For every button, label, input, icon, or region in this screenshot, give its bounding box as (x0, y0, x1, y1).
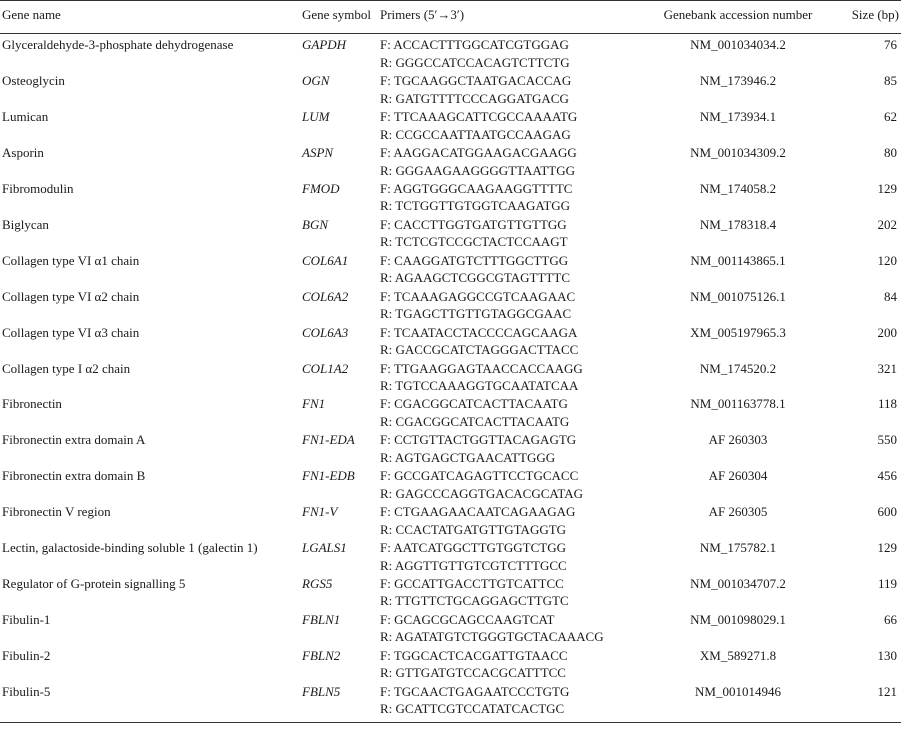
table-row (0, 252, 901, 288)
forward-primer: F: ACCACTTTGGCATCGTGGAG (380, 37, 569, 53)
header-gene-symbol: Gene symbol (302, 1, 380, 34)
forward-primer: F: TGGCACTCACGATTGTAACC (380, 647, 568, 663)
gene-name-cell: Fibulin-2 (2, 647, 51, 663)
gene-symbol-cell: COL6A2 (302, 288, 349, 304)
table-row (0, 288, 901, 324)
accession-cell: NM_001034707.2 (690, 576, 786, 591)
gene-name-cell: Fibronectin V region (2, 504, 111, 520)
reverse-primer: R: TCTCGTCCGCTACTCCAAGT (380, 234, 568, 250)
gene-symbol-cell: FBLN1 (302, 611, 341, 627)
size-cell: 130 (877, 647, 897, 663)
reverse-primer: R: TCTGGTTGTGGTCAAGATGG (380, 198, 571, 214)
gene-symbol-cell: FN1-EDB (302, 468, 355, 484)
gene-name-cell: Collagen type VI α3 chain (2, 324, 140, 340)
primers-cell (380, 324, 630, 360)
reverse-primer: R: AGAAGCTCGGCGTAGTTTTC (380, 270, 570, 286)
table-row (0, 503, 901, 539)
size-cell: 121 (846, 683, 901, 722)
table-row (0, 34, 901, 72)
reverse-primer: R: GGGCCATCCACAGTCTTCTG (380, 54, 570, 70)
table-row (0, 683, 901, 722)
gene-symbol-cell: COL6A3 (302, 324, 349, 340)
gene-name-cell: Lumican (2, 109, 49, 125)
table-row (0, 72, 901, 108)
reverse-primer: R: GTTGATGTCCACGCATTTCC (380, 665, 566, 681)
size-cell: 550 (877, 432, 897, 448)
reverse-primer: R: CCACTATGATGTTGTAGGTG (380, 521, 567, 537)
gene-name-cell: Osteoglycin (2, 73, 65, 89)
gene-symbol-cell: FN1-V (302, 504, 338, 520)
primers-cell (380, 575, 630, 611)
reverse-primer: R: GATGTTTTCCCAGGATGACG (380, 90, 569, 106)
table-row (0, 144, 901, 180)
gene-symbol-cell: BGN (302, 216, 328, 232)
size-cell: 85 (884, 73, 897, 89)
forward-primer: F: CACCTTGGTGATGTTGTTGG (380, 216, 567, 232)
accession-cell: NM_001098029.1 (690, 611, 786, 627)
accession-cell: NM_001143865.1 (690, 252, 786, 268)
size-cell: 456 (877, 468, 897, 484)
gene-symbol-cell: FMOD (302, 181, 340, 197)
gene-name-cell: Fibulin-1 (2, 611, 51, 627)
forward-primer: F: CAAGGATGTCTTTGGCTTGG (380, 252, 569, 268)
primers-cell (380, 108, 630, 144)
gene-symbol-cell: FBLN2 (302, 647, 341, 663)
table-row (0, 324, 901, 360)
primers-cell (380, 503, 630, 539)
accession-cell: NM_175782.1 (699, 540, 777, 556)
size-cell: 66 (884, 611, 897, 627)
size-cell: 80 (884, 145, 897, 161)
primers-cell (380, 288, 630, 324)
gene-name-cell: Collagen type VI α1 chain (2, 252, 140, 268)
accession-cell: NM_001034034.2 (690, 37, 786, 53)
gene-symbol-cell: LUM (302, 109, 330, 125)
forward-primer: F: TTCAAAGCATTCGCCAAAATG (380, 109, 578, 125)
gene-name-cell: Fibulin-5 (0, 683, 302, 722)
reverse-primer: R: AGTGAGCTGAACATTGGG (380, 449, 556, 465)
forward-primer: F: GCAGCGCAGCCAAGTCAT (380, 611, 555, 627)
size-cell: 200 (877, 324, 897, 340)
primers-cell (380, 683, 630, 722)
primers-cell (380, 611, 630, 647)
table-row (0, 431, 901, 467)
primers-cell (380, 216, 630, 252)
table-row (0, 539, 901, 575)
accession-cell: AF 260305 (708, 504, 768, 520)
reverse-primer: R: AGGTTGTTGTCGTCTTTGCC (380, 557, 567, 573)
primers-cell (380, 34, 630, 72)
gene-symbol-cell: LGALS1 (302, 540, 347, 556)
primers-cell (380, 395, 630, 431)
reverse-primer: R: TGTCCAAAGGTGCAATATCAA (380, 377, 579, 393)
header-row (0, 1, 901, 34)
forward-primer: F: TTGAAGGAGTAACCACCAAGG (380, 360, 583, 376)
table-header (0, 1, 901, 34)
gene-name-cell: Asporin (2, 145, 44, 161)
primers-cell (380, 144, 630, 180)
reverse-primer: R: AGATATGTCTGGGTGCTACAAACG (380, 629, 604, 645)
accession-cell: NM_173946.2 (699, 73, 777, 89)
accession-cell: NM_174058.2 (699, 181, 777, 197)
table-row (0, 395, 901, 431)
gene-symbol-cell: OGN (302, 73, 330, 89)
primers-cell (380, 539, 630, 575)
header-gene-name: Gene name (0, 1, 302, 34)
size-cell: 321 (877, 360, 897, 376)
forward-primer: F: TCAAAGAGGCCGTCAAGAAC (380, 288, 576, 304)
size-cell: 120 (877, 252, 897, 268)
gene-symbol-cell: FBLN5 (302, 683, 380, 722)
table-row (0, 360, 901, 396)
gene-name-cell: Fibronectin (2, 396, 62, 412)
table-row (0, 216, 901, 252)
gene-name-cell: Collagen type VI α2 chain (2, 288, 140, 304)
forward-primer: F: CCTGTTACTGGTTACAGAGTG (380, 432, 577, 448)
forward-primer: F: AGGTGGGCAAGAAGGTTTTC (380, 181, 573, 197)
forward-primer: F: GCCATTGACCTTGTCATTCC (380, 576, 564, 591)
primers-cell (380, 180, 630, 216)
size-cell: 76 (884, 37, 897, 53)
table-row (0, 575, 901, 611)
forward-primer: F: CTGAAGAACAATCAGAAGAG (380, 504, 576, 520)
gene-name-cell: Regulator of G-protein signalling 5 (2, 576, 186, 591)
reverse-primer: R: CGACGGCATCACTTACAATG (380, 413, 570, 429)
size-cell: 118 (877, 396, 897, 412)
accession-cell: NM_174520.2 (699, 360, 777, 376)
table-row (0, 611, 901, 647)
accession-cell: NM_001014946 (630, 683, 846, 722)
accession-cell: XM_005197965.3 (690, 324, 786, 340)
gene-symbol-cell: FN1 (302, 396, 326, 412)
gene-name-cell: Glyceraldehyde-3-phosphate dehydrogenase (2, 37, 234, 53)
gene-name-cell: Collagen type I α2 chain (2, 360, 131, 376)
gene-symbol-cell: COL1A2 (302, 360, 349, 376)
forward-primer: F: CGACGGCATCACTTACAATG (380, 396, 568, 412)
gene-name-cell: Fibromodulin (2, 181, 74, 197)
gene-name-cell: Biglycan (2, 216, 49, 232)
forward-primer: F: AAGGACATGGAAGACGAAGG (380, 145, 577, 161)
primers-cell (380, 431, 630, 467)
size-cell: 62 (884, 109, 897, 125)
accession-cell: AF 260303 (708, 432, 768, 448)
reverse-primer: R: CCGCCAATTAATGCCAAGAG (380, 126, 571, 142)
table-row (0, 108, 901, 144)
table-row (0, 180, 901, 216)
table-row (0, 647, 901, 683)
size-cell: 129 (877, 540, 897, 556)
forward-primer: F: TCAATACCTACCCCAGCAAGA (380, 324, 578, 340)
accession-cell: XM_589271.8 (699, 647, 777, 663)
header-size: Size (bp) (846, 1, 901, 34)
size-cell: 129 (877, 181, 897, 197)
forward-primer: F: GCCGATCAGAGTTCCTGCACC (380, 468, 579, 484)
accession-cell: NM_001075126.1 (690, 288, 786, 304)
primers-cell (380, 360, 630, 396)
accession-cell: NM_001034309.2 (690, 145, 786, 161)
gene-name-cell: Fibronectin extra domain B (2, 468, 146, 484)
accession-cell: NM_178318.4 (699, 216, 777, 232)
reverse-primer: R: GACCGCATCTAGGGACTTACC (380, 342, 579, 358)
reverse-primer: R: TGAGCTTGTTGTAGGCGAAC (380, 306, 572, 322)
forward-primer: F: TGCAAGGCTAATGACACCAG (380, 73, 572, 89)
primers-cell (380, 252, 630, 288)
gene-symbol-cell: ASPN (302, 145, 334, 161)
reverse-primer: R: GAGCCCAGGTGACACGCATAG (380, 485, 584, 501)
accession-cell: NM_001163778.1 (690, 396, 786, 412)
size-cell: 600 (877, 504, 897, 520)
primers-cell (380, 647, 630, 683)
reverse-primer: R: GCATTCGTCCATATCACTGC (380, 701, 565, 717)
accession-cell: NM_173934.1 (699, 109, 777, 125)
gene-symbol-cell: FN1-EDA (302, 432, 355, 448)
forward-primer: F: TGCAACTGAGAATCCCTGTG (380, 683, 570, 699)
accession-cell: AF 260304 (708, 468, 768, 484)
header-primers: Primers (5′→3′) (380, 1, 630, 34)
reverse-primer: R: GGGAAGAAGGGGTTAATTGG (380, 162, 576, 178)
size-cell: 119 (877, 576, 897, 591)
header-accession: Genebank accession number (630, 1, 846, 34)
table-body (0, 34, 901, 722)
primers-cell (380, 72, 630, 108)
reverse-primer: R: TTGTTCTGCAGGAGCTTGTC (380, 593, 569, 609)
table-row (0, 467, 901, 503)
gene-symbol-cell: RGS5 (302, 576, 333, 591)
forward-primer: F: AATCATGGCTTGTGGTCTGG (380, 540, 566, 556)
size-cell: 202 (877, 216, 897, 232)
gene-name-cell: Fibronectin extra domain A (2, 432, 146, 448)
gene-symbol-cell: COL6A1 (302, 252, 349, 268)
gene-name-cell: Lectin, galactoside-binding soluble 1 (galectin 1) (2, 540, 258, 556)
size-cell: 84 (884, 288, 897, 304)
primers-cell (380, 467, 630, 503)
gene-symbol-cell: GAPDH (302, 37, 347, 53)
